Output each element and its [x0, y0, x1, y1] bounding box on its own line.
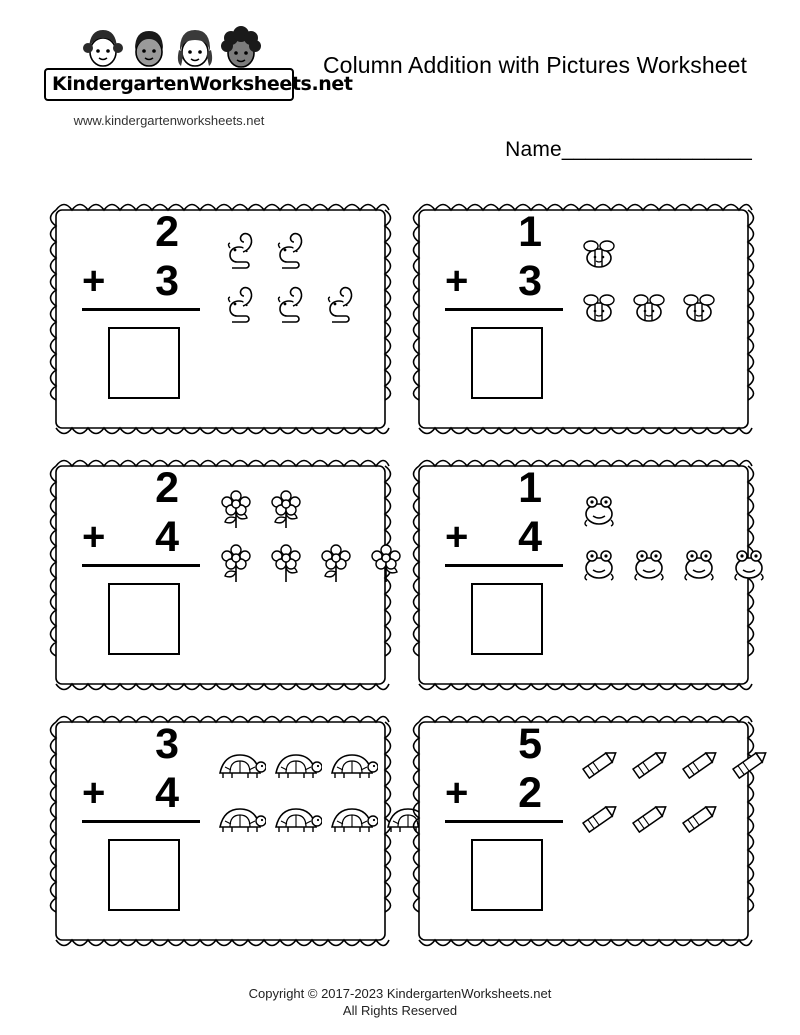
addend-bottom-row	[68, 769, 212, 818]
answer-box[interactable]	[108, 327, 180, 399]
squirrel-icon	[262, 228, 310, 276]
addend-top: 3	[155, 720, 180, 768]
kid-4-icon	[218, 22, 264, 68]
answer-box[interactable]	[471, 839, 543, 911]
sum-rule	[445, 308, 563, 311]
problem-card	[409, 196, 758, 442]
addend-top: 5	[518, 720, 543, 768]
answer-box[interactable]	[471, 583, 543, 655]
flower-icon	[262, 538, 310, 586]
sum-rule	[82, 308, 200, 311]
picture-row	[212, 224, 379, 276]
picture-group	[575, 720, 773, 942]
flower-icon	[312, 538, 360, 586]
frog-icon	[575, 538, 623, 586]
sum-column	[425, 208, 575, 430]
answer-box[interactable]	[108, 839, 180, 911]
crayon-icon	[725, 740, 773, 788]
sum-rule	[82, 820, 200, 823]
kid-1-icon	[80, 22, 126, 68]
plus-operator: +	[82, 515, 107, 559]
answer-box[interactable]	[108, 583, 180, 655]
sum-rule	[445, 820, 563, 823]
addend-bottom-row	[431, 769, 575, 818]
picture-group	[212, 720, 434, 942]
picture-row	[575, 480, 773, 532]
crayon-icon	[675, 794, 723, 842]
bee-icon	[575, 282, 623, 330]
picture-row	[212, 736, 434, 788]
problem-card	[46, 452, 395, 698]
kids-illustration	[62, 22, 294, 68]
sum-column	[62, 208, 212, 430]
bee-icon	[625, 282, 673, 330]
kid-2-icon	[126, 22, 172, 68]
copyright-text: Copyright © 2017-2023 KindergartenWorksheets.net	[248, 986, 552, 1001]
crayon-icon	[625, 794, 673, 842]
page-footer	[0, 985, 800, 1019]
problem-card	[46, 196, 395, 442]
plus-operator: +	[445, 259, 470, 303]
bee-icon	[675, 282, 723, 330]
plus-operator: +	[82, 259, 107, 303]
flower-icon	[212, 484, 260, 532]
logo-text-worksheets: Worksheets	[189, 73, 312, 95]
turtle-icon	[324, 792, 378, 842]
picture-row	[212, 790, 434, 842]
page-title: Column Addition with Pictures Worksheet	[322, 52, 748, 78]
addend-bottom: 4	[518, 513, 543, 561]
sum-column	[425, 720, 575, 942]
addend-top: 2	[155, 464, 180, 512]
logo-text-kindergarten: Kindergarten	[52, 73, 190, 95]
addend-top: 2	[155, 208, 180, 256]
turtle-icon	[268, 792, 322, 842]
addend-bottom: 4	[155, 769, 180, 817]
addend-bottom-row	[431, 513, 575, 562]
problem-card	[409, 708, 758, 954]
sum-column	[425, 464, 575, 686]
addend-bottom: 2	[518, 769, 543, 817]
sum-rule	[445, 564, 563, 567]
picture-row	[575, 790, 773, 842]
picture-row	[212, 534, 410, 586]
picture-row	[575, 736, 773, 788]
rights-text: All Rights Reserved	[342, 1003, 458, 1018]
flower-icon	[262, 484, 310, 532]
addend-top: 1	[518, 464, 543, 512]
picture-row	[575, 534, 773, 586]
sum-column	[62, 720, 212, 942]
addend-bottom: 4	[155, 513, 180, 561]
addend-bottom: 3	[518, 257, 543, 305]
picture-group	[212, 208, 379, 430]
squirrel-icon	[262, 282, 310, 330]
plus-operator: +	[445, 515, 470, 559]
addend-bottom-row	[431, 257, 575, 306]
sum-column	[62, 464, 212, 686]
picture-group	[575, 464, 773, 686]
page-header	[0, 0, 800, 161]
squirrel-icon	[212, 282, 260, 330]
logo-text-net: .net	[311, 73, 353, 95]
turtle-icon	[212, 792, 266, 842]
addend-bottom: 3	[155, 257, 180, 305]
crayon-icon	[575, 740, 623, 788]
answer-box[interactable]	[471, 327, 543, 399]
plus-operator: +	[445, 771, 470, 815]
crayon-icon	[625, 740, 673, 788]
picture-row	[575, 278, 742, 330]
flower-icon	[362, 538, 410, 586]
frog-icon	[725, 538, 773, 586]
addend-bottom-row	[68, 257, 212, 306]
turtle-icon	[212, 738, 266, 788]
picture-group	[212, 464, 410, 686]
frog-icon	[675, 538, 723, 586]
picture-row	[212, 480, 410, 532]
crayon-icon	[675, 740, 723, 788]
addend-bottom-row	[68, 513, 212, 562]
bee-icon	[575, 228, 623, 276]
problem-card	[409, 452, 758, 698]
frog-icon	[575, 484, 623, 532]
turtle-icon	[268, 738, 322, 788]
frog-icon	[625, 538, 673, 586]
flower-icon	[212, 538, 260, 586]
picture-row	[575, 224, 742, 276]
sum-rule	[82, 564, 200, 567]
name-field-label: Name________________	[505, 138, 752, 161]
logo-wordmark	[44, 68, 353, 101]
turtle-icon	[324, 738, 378, 788]
addend-top: 1	[518, 208, 543, 256]
site-url: www.kindergartenworksheets.net	[73, 113, 265, 128]
problems-grid	[46, 196, 758, 954]
kid-3-icon	[172, 22, 218, 68]
picture-group	[575, 208, 742, 430]
plus-operator: +	[82, 771, 107, 815]
site-logo	[44, 22, 353, 128]
crayon-icon	[575, 794, 623, 842]
problem-card	[46, 708, 395, 954]
picture-row	[212, 278, 379, 330]
squirrel-icon	[312, 282, 360, 330]
squirrel-icon	[212, 228, 260, 276]
